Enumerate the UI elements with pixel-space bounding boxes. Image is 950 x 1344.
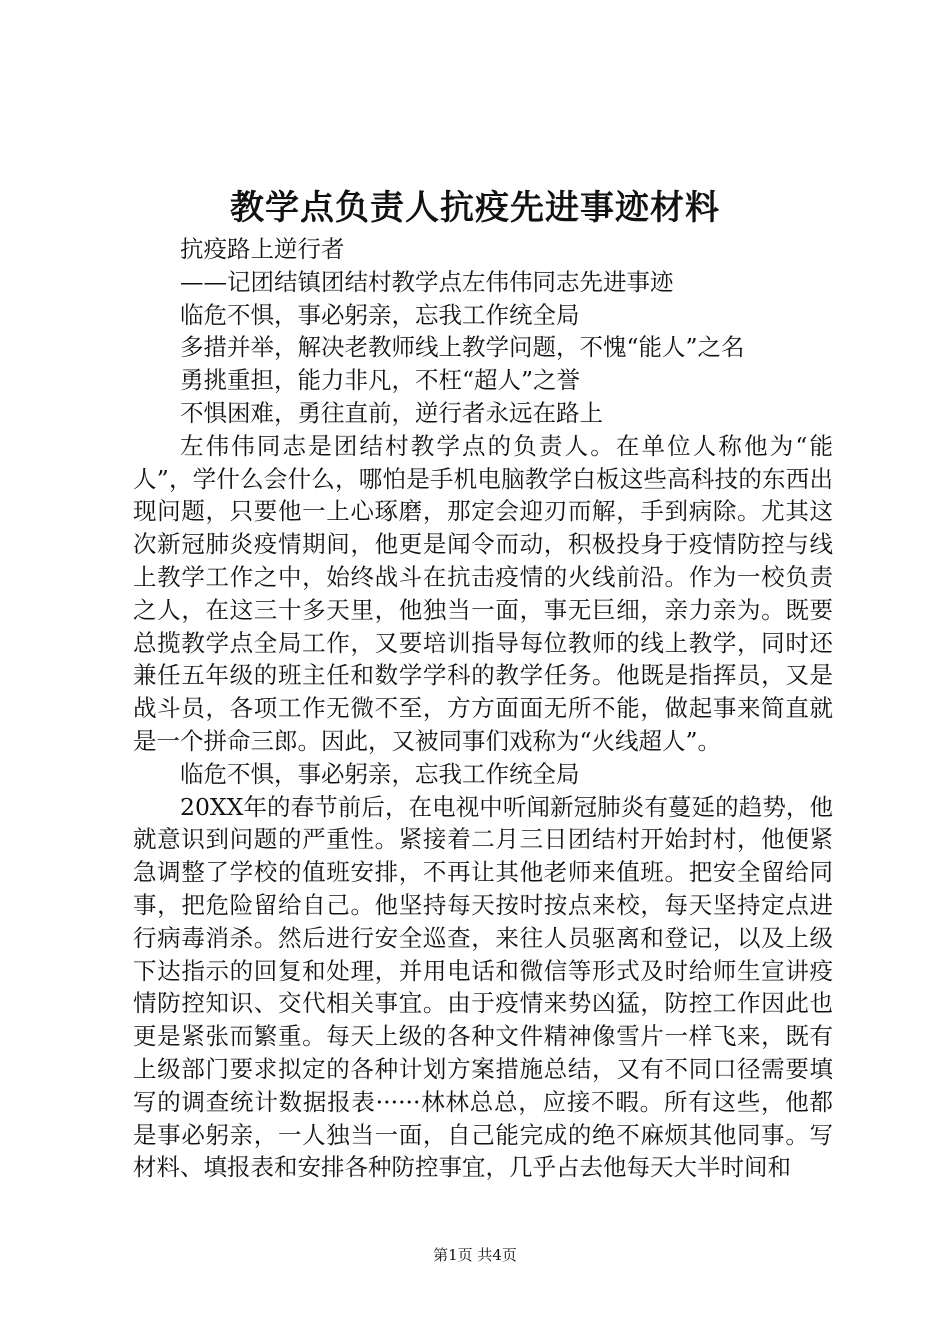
section-heading: 临危不惧，事必躬亲，忘我工作统全局 — [180, 759, 580, 788]
paragraph-section-1: 20XX年的春节前后，在电视中听闻新冠肺炎有蔓延的趋势，他就意识到问题的严重性。紧接着二月三日团结村开始封村，他便紧急调整了学校的值班安排，不再让其他老师来值班。把安全留给同事，把危险留给自己。他坚持每天按时按点来校，每天坚持定点进行病毒消杀。然后进行安全巡查，来往人员驱离和登记，以及上级下达指示的回复和处理，并用电话和微信等形式及时给师生宣讲疫情防控知识、交代相关事宜。由于疫情来势凶猛，防控工作因此也更是紧张而繁重。每天上级的各种文件精神像雪片一样飞来，既有上级部门要求拟定的各种计划方案措施总结，又有不同口径需要填写的调查统计数据报表······林林总总，应接不暇。所有这些，他都是事必躬亲，一人独当一面，自己能完成的绝不麻烦其他同事。写材料、填报表和安排各种防控事宜，几乎占去他每天大半时间和 — [133, 792, 833, 1182]
subtitle-subheading: ——记团结镇团结村教学点左伟伟同志先进事迹 — [180, 267, 674, 296]
outline-item-3: 勇挑重担，能力非凡，不枉“超人”之誉 — [180, 366, 581, 395]
outline-item-4: 不惧困难，勇往直前，逆行者永远在路上 — [180, 398, 603, 427]
document-body — [133, 233, 833, 1184]
document-title: 教学点负责人抗疫先进事迹材料 — [230, 188, 720, 228]
outline-item-2: 多措并举，解决老教师线上教学问题，不愧“能人”之名 — [180, 333, 745, 362]
page-number-footer: 第1页 共4页 — [433, 1246, 517, 1264]
outline-item-1: 临危不惧，事必躬亲，忘我工作统全局 — [180, 300, 580, 329]
subtitle-line: 抗疫路上逆行者 — [180, 235, 345, 263]
paragraph-intro: 左伟伟同志是团结村教学点的负责人。在单位人称他为“能人”，学什么会什么，哪怕是手机电脑教学白板这些高科技的东西出现问题，只要他一上心琢磨，那定会迎刃而解，手到病除。尤其这次新冠肺炎疫情期间，他更是闻令而动，积极投身于疫情防控与线上教学工作之中，始终战斗在抗击疫情的火线前沿。作为一校负责之人，在这三十多天里，他独当一面，事无巨细，亲力亲为。既要总揽教学点全局工作，又要培训指导每位教师的线上教学，同时还兼任五年级的班主任和数学学科的教学任务。他既是指挥员，又是战斗员，各项工作无微不至，方方面面无所不能，做起事来简直就是一个拼命三郎。因此，又被同事们戏称为“火线超人”。 — [133, 431, 833, 755]
